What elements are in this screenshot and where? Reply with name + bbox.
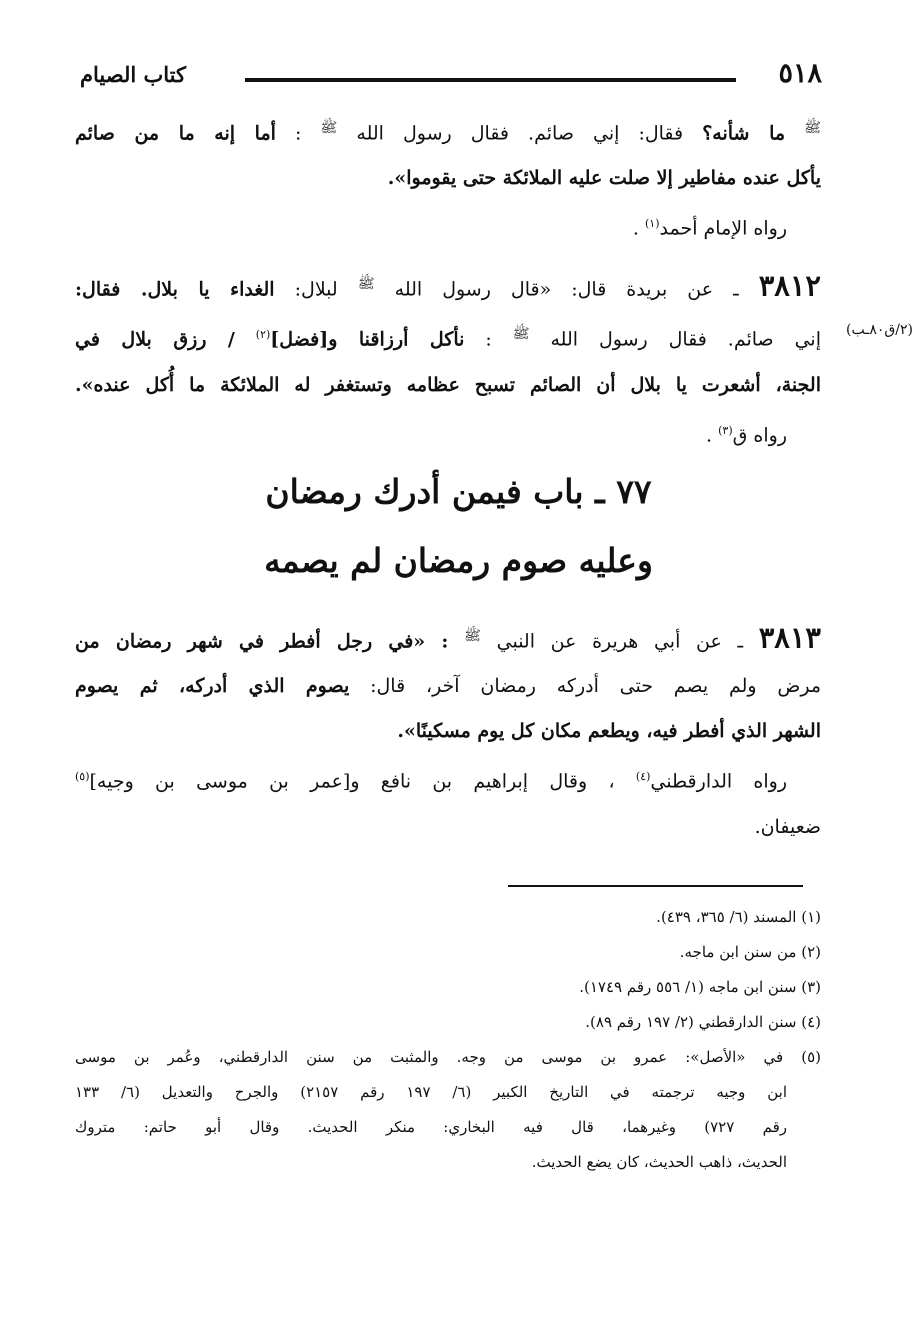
- page-header: [80, 58, 822, 98]
- salawat-glyph: ﷺ: [804, 120, 822, 136]
- footnote-2: (٢) من سنن ابن ماجه.: [679, 943, 821, 961]
- hadith-3813: [75, 614, 821, 850]
- hadith-3812: [75, 262, 821, 458]
- hadith-3813-line-1: [75, 614, 821, 664]
- footnotes: [75, 900, 821, 1180]
- hadith-3812-text: ـ عن بريدة قال: «قال رسول الله: [394, 278, 739, 301]
- hadith-3813-text: يصوم الذي أدركه، ثم يصوم: [75, 675, 350, 698]
- footnote-5-line-1: (٥) في «الأصل»: عمرو بن موسى من وجه. والمثبت من سنن الدارقطني، وعُمر بن موسى: [75, 1048, 821, 1066]
- hadith-3811-text: فقال: إني صائم. فقال رسول الله: [356, 122, 684, 145]
- hadith-3813-line-3: الشهر الذي أفطر فيه، ويطعم مكان كل يوم مسكينًا».: [397, 720, 821, 743]
- source-end: .: [706, 423, 713, 446]
- margin-note: (٢/ق٨٠ـب): [846, 322, 913, 338]
- source-text: رواه الدارقطني: [650, 770, 787, 793]
- header-rule: [245, 78, 736, 82]
- hadith-3811: [75, 106, 821, 252]
- footnote-5-line-2: ابن وجيه ترجمته في التاريخ الكبير (٦/ ١٩٧ رقم ٢١٥٧) والجرح والتعديل (٦/ ١٣٣: [75, 1083, 787, 1101]
- footnote-ref: (٥): [75, 770, 90, 784]
- hadith-3812-line-3: الجنة، أشعرت يا بلال أن الصائم تسبح عظامه وتستغفر له الملائكة ما أُكل عنده».: [75, 373, 821, 396]
- source-text: رواه ق: [732, 423, 787, 446]
- hadith-3811-line-1: $^ﷺ$ ما شأنه؟ فقال: إني صائم. فقال رسول الله $^ﷺ$ : أما إنه ما من صائم: [75, 120, 822, 145]
- hadith-3813-source-end: ضعيفان.: [754, 815, 821, 838]
- source-text: ، وقال إبراهيم بن نافع و[عمر بن موسى بن وجيه]: [89, 770, 615, 793]
- hadith-number: ٣٨١٢: [758, 268, 822, 303]
- hadith-3813-text: : «في رجل أفطر في شهر رمضان من: [75, 630, 449, 653]
- footnote-1: (١) المسند (٦/ ٣٦٥، ٤٣٩).: [656, 908, 821, 926]
- source-text: رواه الإمام أحمد: [659, 217, 787, 240]
- salawat-glyph: ﷺ: [512, 326, 530, 343]
- hadith-3812-text: لبلال:: [294, 278, 338, 301]
- hadith-3812-text: الغداء يا بلال. فقال:: [75, 278, 275, 301]
- hadith-3811-source: [75, 201, 821, 251]
- footnote-5-line-4: الحديث، ذاهب الحديث، كان يضع الحديث.: [531, 1153, 787, 1171]
- footnote-5-line-3: رقم ٧٢٧) وغيرهما، قال فيه البخاري: منكر الحديث. وقال أبو حاتم: متروك: [75, 1118, 787, 1136]
- hadith-3813-line-2: [75, 664, 821, 709]
- hadith-3811-text: ما شأنه؟: [702, 122, 786, 145]
- footnote-ref: (٤): [635, 770, 651, 784]
- hadith-3813-text: مرض ولم يصم حتى أدركه رمضان آخر، قال:: [370, 675, 821, 698]
- salawat-glyph: ﷺ: [464, 628, 481, 644]
- chapter-heading-line-1: ٧٧ ـ باب فيمن أدرك رمضان: [265, 472, 652, 511]
- hadith-3811-line-2: يأكل عنده مفاطير إلا صلت عليه الملائكة حتى يقوموا».: [387, 167, 821, 190]
- hadith-3812-text: / رزق بلال في: [75, 328, 235, 351]
- footnote-4: (٤) سنن الدارقطني (٢/ ١٩٧ رقم ٨٩).: [585, 1013, 821, 1031]
- chapter-heading-line-2: وعليه صوم رمضان لم يصمه: [264, 541, 653, 580]
- hadith-3812-text: إني صائم. فقال رسول الله: [550, 328, 821, 351]
- hadith-3812-line-1: [75, 262, 821, 312]
- footnote-ref: (١): [644, 217, 660, 231]
- hadith-3812-text: نأكل أرزاقنا و[فضل]: [270, 328, 465, 351]
- footnote-ref: (٢): [255, 328, 271, 342]
- hadith-3812-source: [75, 408, 821, 458]
- salawat-glyph: ﷺ: [357, 276, 375, 292]
- hadith-3813-source: [75, 754, 821, 804]
- book-title: كتاب الصيام: [80, 62, 186, 87]
- hadith-3811-text: أما إنه ما من صائم: [75, 122, 276, 145]
- hadith-3812-text: :: [485, 328, 492, 351]
- page-number: ٥١٨: [778, 58, 822, 89]
- salawat-glyph: ﷺ: [320, 120, 338, 136]
- hadith-3813-text: ـ عن أبي هريرة عن النبي: [496, 630, 744, 653]
- footnote-3: (٣) سنن ابن ماجه (١/ ٥٥٦ رقم ١٧٤٩).: [579, 978, 821, 996]
- footnote-separator: [508, 885, 803, 887]
- footnote-ref: (٣): [718, 423, 733, 437]
- source-end: .: [632, 217, 639, 240]
- hadith-3812-line-2: [75, 312, 821, 362]
- hadith-number: ٣٨١٣: [758, 620, 821, 655]
